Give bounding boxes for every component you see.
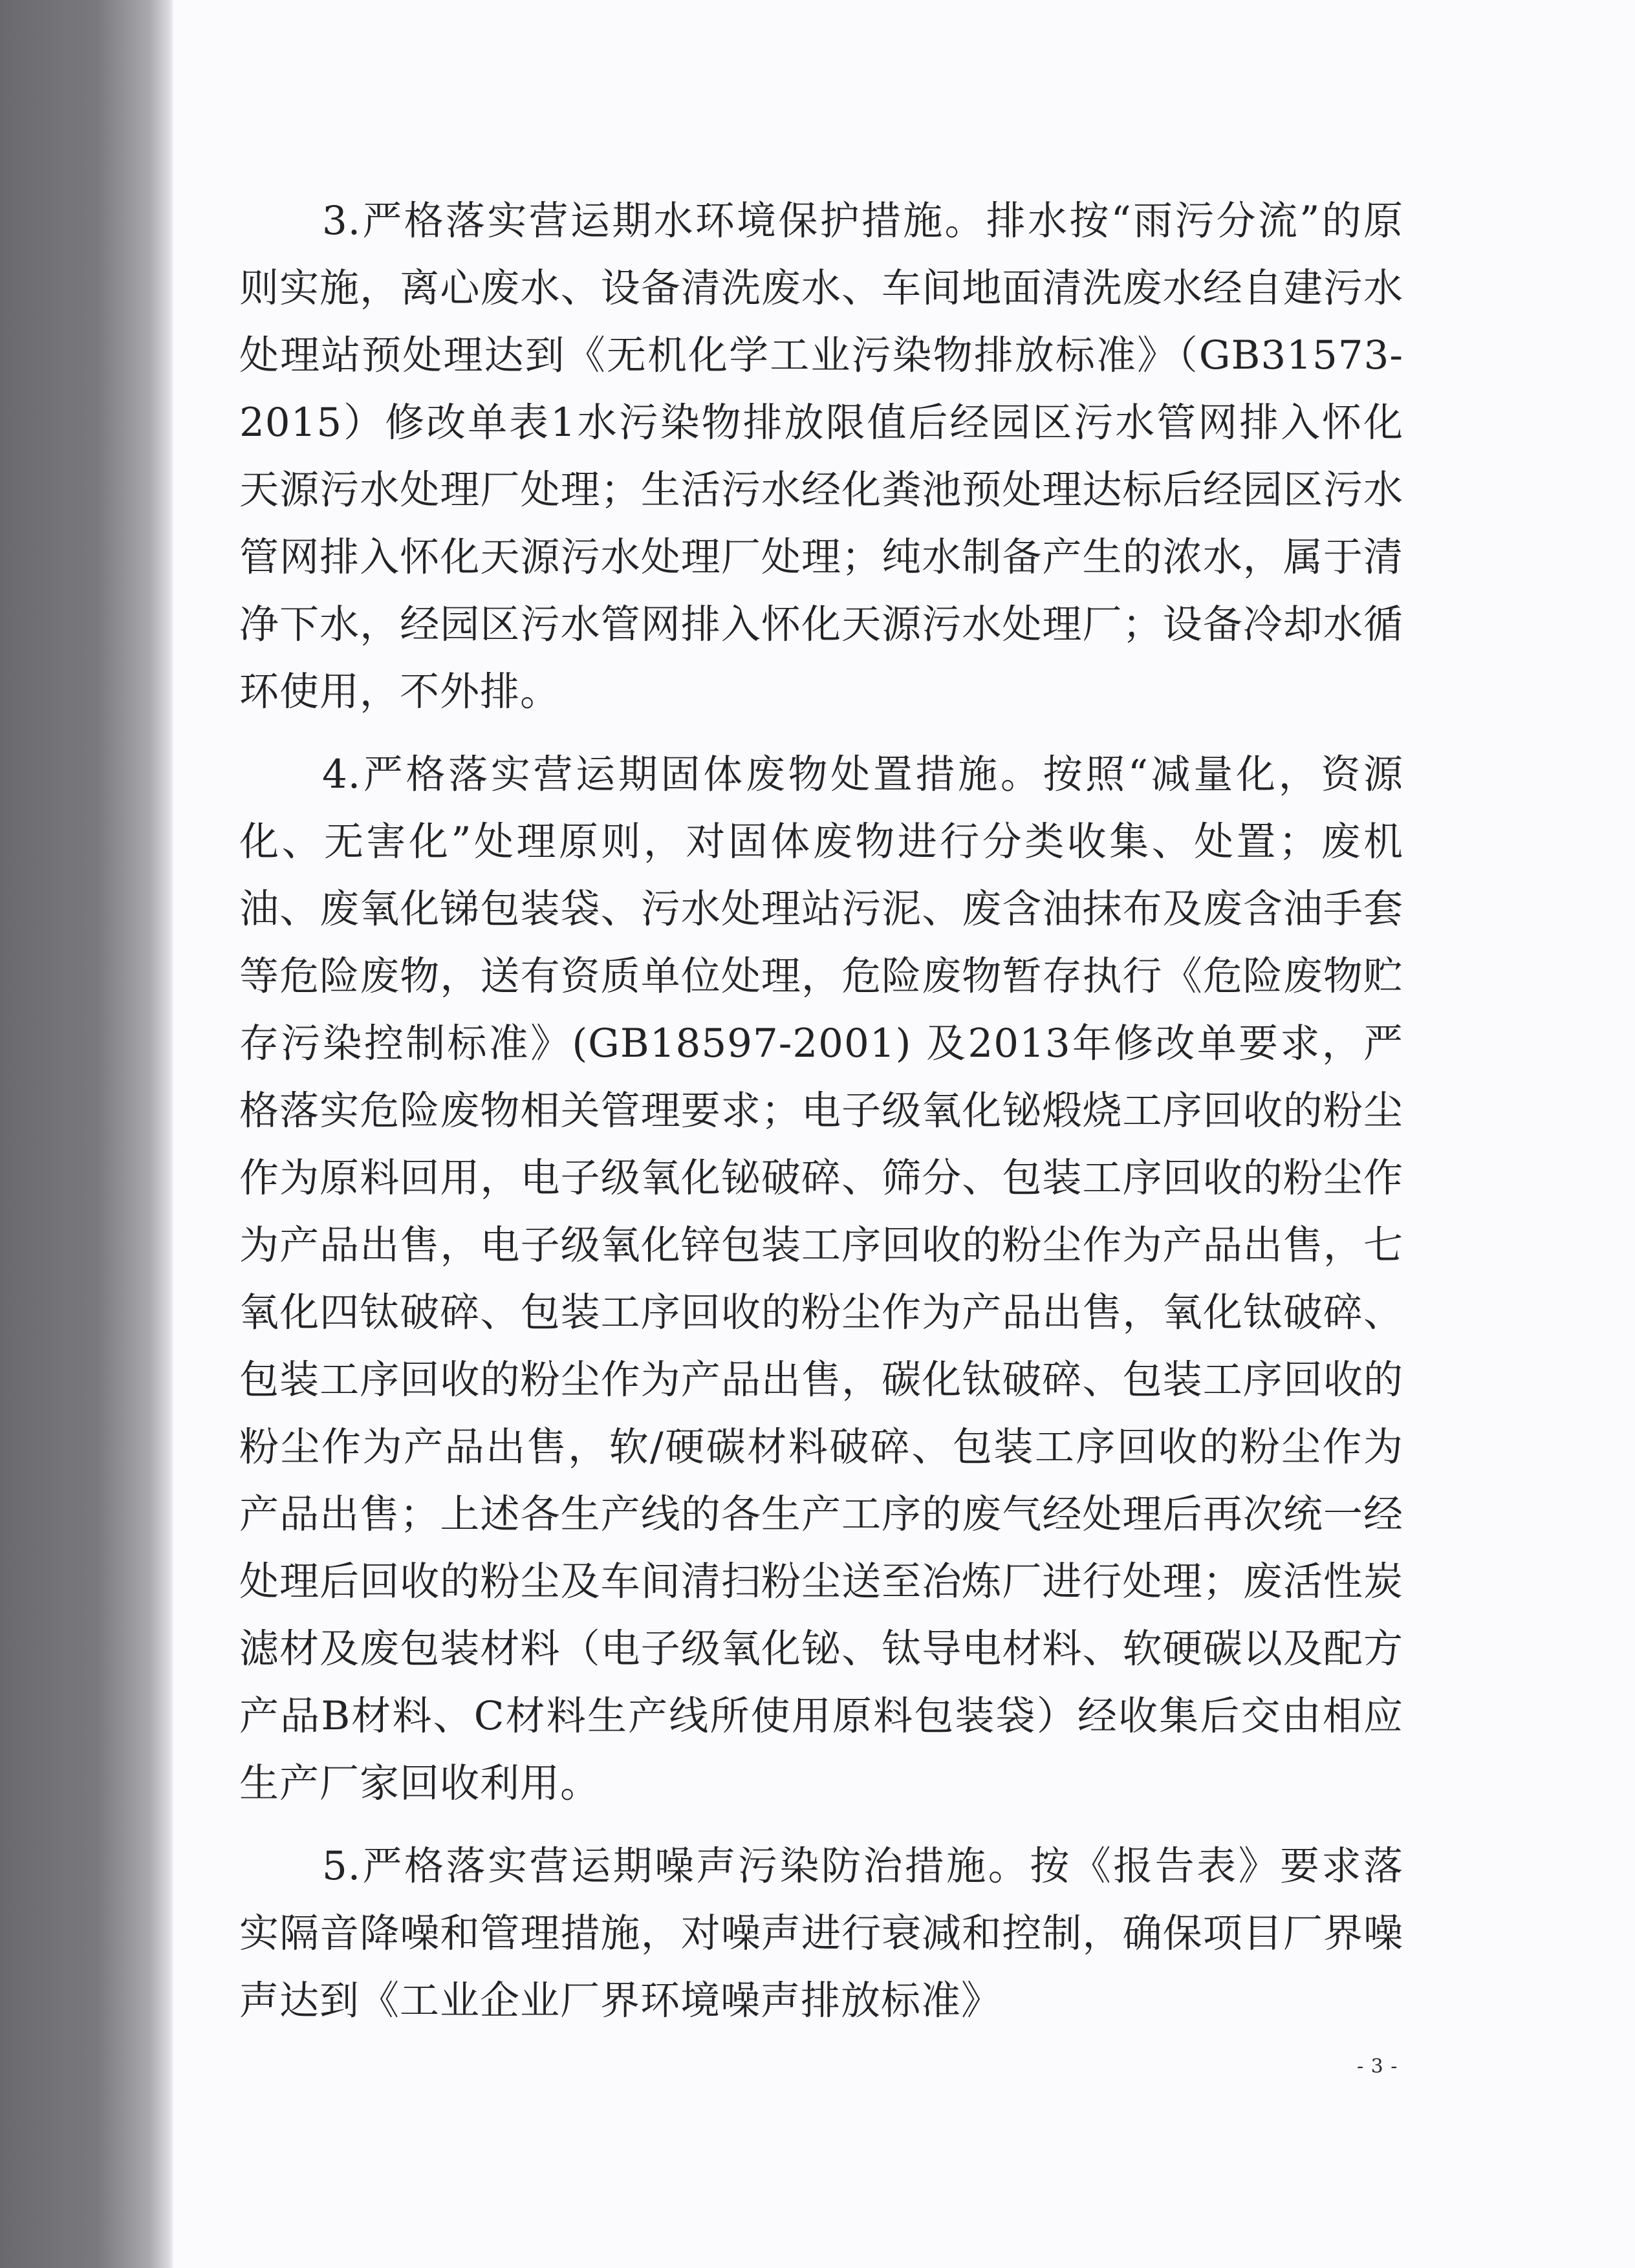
document-body <box>239 188 1403 2050</box>
paragraph-water-protection: 3.严格落实营运期水环境保护措施。排水按“雨污分流”的原则实施，离心废水、设备清洗废水、车间地面清洗废水经自建污水处理站预处理达到《无机化学工业污染物排放标准》（GB31573-2015）修改单表1水污染物排放限值后经园区污水管网排入怀化天源污水处理厂处理；生活污水经化粪池预处理达标后经园区污水管网排入怀化天源污水处理厂处理；纯水制备产生的浓水，属于清净下水，经园区污水管网排入怀化天源污水处理厂；设备冷却水循环使用，不外排。 <box>239 198 1403 715</box>
paragraph-solid-waste: 4.严格落实营运期固体废物处置措施。按照“减量化，资源化、无害化”处理原则，对固体废物进行分类收集、处置；废机油、废氧化锑包装袋、污水处理站污泥、废含油抹布及废含油手套等危险废物，送有资质单位处理，危险废物暂存执行《危险废物贮存污染控制标准》(GB18597-2001) 及2013年修改单要求，严格落实危险废物相关管理要求；电子级氧化铋煅烧工序回收的粉尘作为原料回用，电子级氧化铋破碎、筛分、包装工序回收的粉尘作为产品出售，电子级氧化锌包装工序回收的粉尘作为产品出售，七氧化四钛破碎、包装工序回收的粉尘作为产品出售，氧化钛破碎、包装工序回收的粉尘作为产品出售，碳化钛破碎、包装工序回收的粉尘作为产品出售，软/硬碳材料破碎、包装工序回收的粉尘作为产品出售；上述各生产线的各生产工序的废气经处理后再次统一经处理后回收的粉尘及车间清扫粉尘送至冶炼厂进行处理；废活性炭滤材及废包装材料（电子级氧化铋、钛导电材料、软硬碳以及配方产品B材料、C材料生产线所使用原料包装袋）经收集后交由相应生产厂家回收利用。 <box>239 751 1403 1806</box>
page-number: - 3 - <box>1357 2055 1398 2078</box>
scan-binding-edge <box>0 0 173 2268</box>
paragraph-noise-control: 5.严格落实营运期噪声污染防治措施。按《报告表》要求落实隔音降噪和管理措施，对噪声进行衰减和控制，确保项目厂界噪声达到《工业企业厂界环境噪声排放标准》 <box>239 1843 1403 2024</box>
